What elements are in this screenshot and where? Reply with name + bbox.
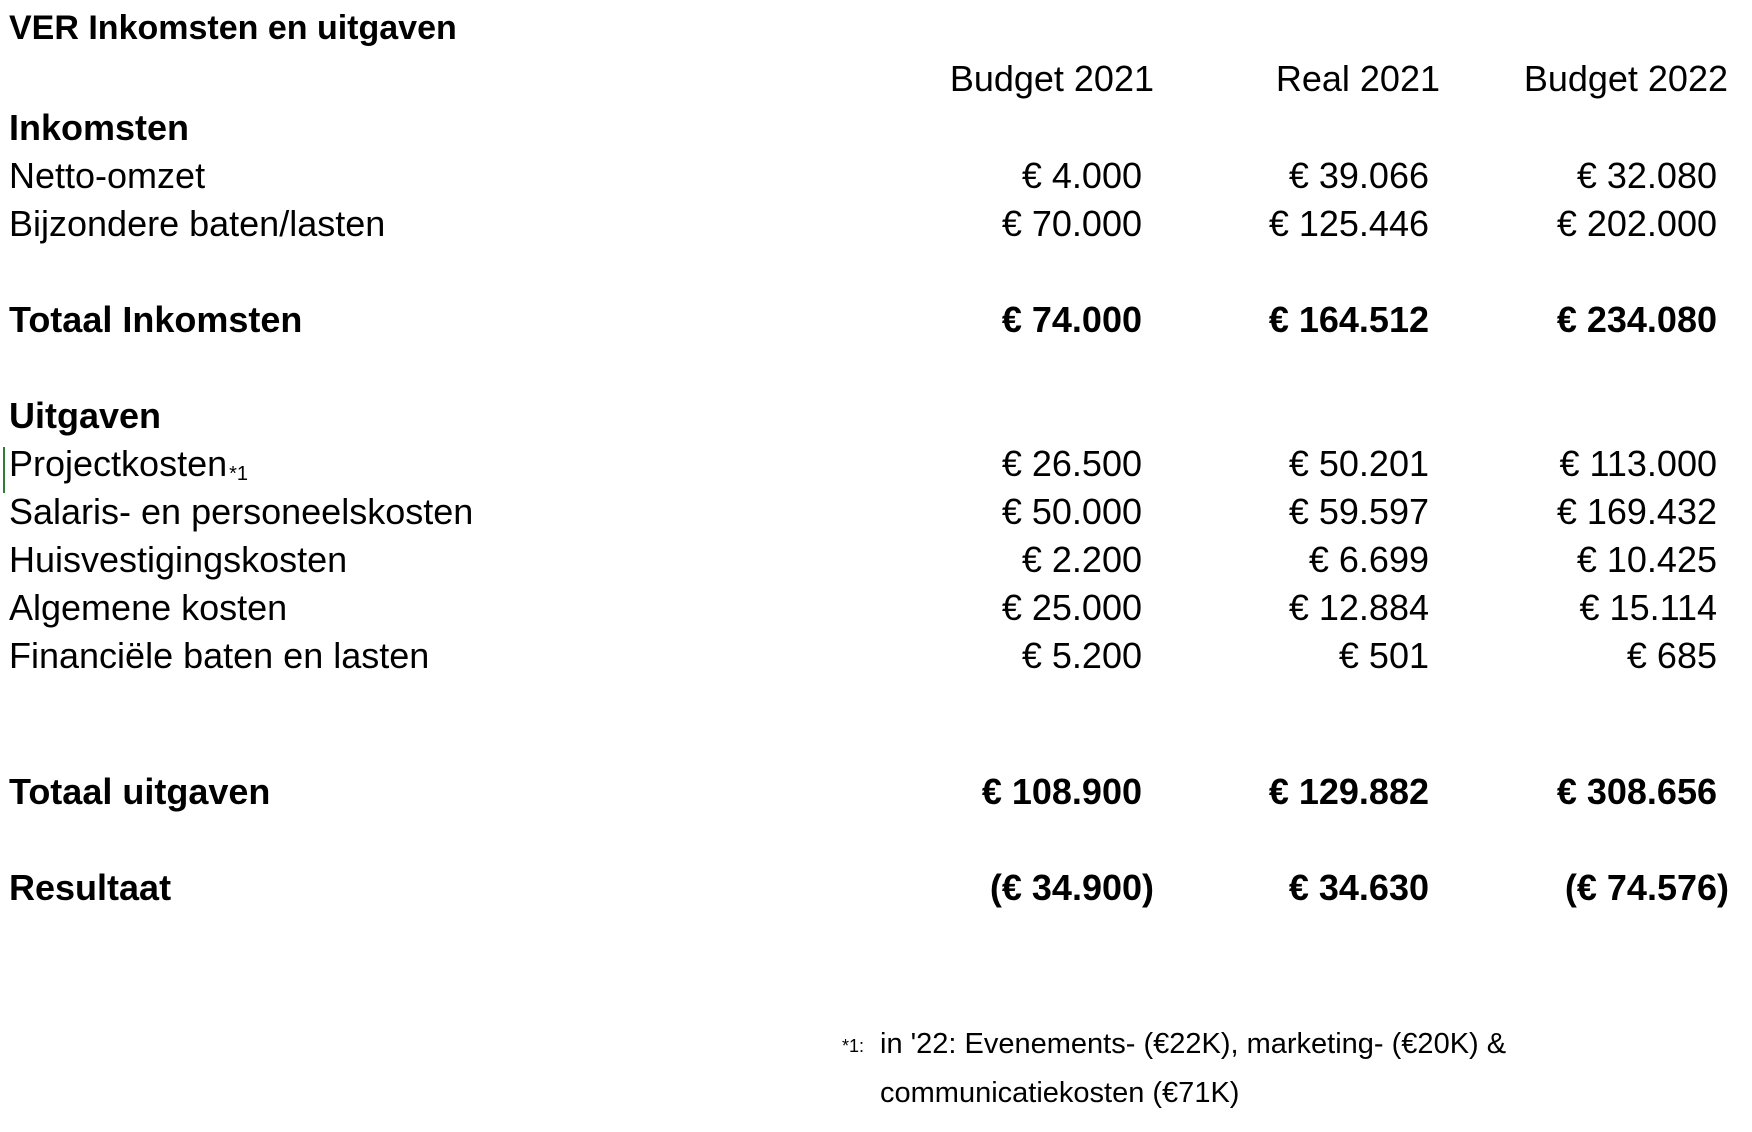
cell-budget-2021[interactable]: € 5.200 [1021, 635, 1142, 676]
column-header-row [0, 55, 1752, 103]
cell-budget-2021[interactable]: € 74.000 [1001, 299, 1142, 340]
cell-real-2021[interactable]: € 164.512 [1268, 299, 1429, 340]
column-header-budget-2021: Budget 2021 [949, 58, 1154, 99]
footnote-marker: *1: [842, 1036, 865, 1056]
cell-real-2021[interactable]: € 50.201 [1288, 443, 1429, 484]
cell-budget-2021[interactable]: € 2.200 [1021, 539, 1142, 580]
table-row-projectkosten[interactable] [0, 440, 1752, 488]
row-label: Financiële baten en lasten [9, 635, 430, 676]
row-label-text: Projectkosten [9, 443, 228, 484]
cell-budget-2021[interactable]: € 50.000 [1001, 491, 1142, 532]
section-header-income [0, 104, 1752, 152]
cell-budget-2022[interactable]: € 15.114 [1579, 587, 1717, 628]
row-label: Salaris- en personeelskosten [9, 491, 474, 532]
footnote-line-1: in '22: Evenements- (€22K), marketing- (€20K) & [880, 1028, 1507, 1060]
cell-budget-2021[interactable]: € 70.000 [1001, 203, 1142, 244]
cell-real-2021[interactable]: € 59.597 [1288, 491, 1429, 532]
table-row-algemene-kosten[interactable] [0, 584, 1752, 632]
footnote [842, 1020, 1542, 1118]
cell-budget-2022[interactable]: (€ 74.576) [1564, 867, 1729, 908]
cell-real-2021[interactable]: € 6.699 [1308, 539, 1429, 580]
cell-budget-2022[interactable]: € 10.425 [1576, 539, 1717, 580]
row-label: Algemene kosten [9, 587, 288, 628]
row-label: Resultaat [9, 867, 172, 908]
cell-budget-2021[interactable]: € 108.900 [981, 771, 1142, 812]
table-row-total-income[interactable] [0, 296, 1752, 344]
row-label: Netto-omzet [9, 155, 206, 196]
cell-budget-2022[interactable]: € 169.432 [1556, 491, 1717, 532]
table-row-netto-omzet[interactable] [0, 152, 1752, 200]
cell-real-2021[interactable]: € 12.884 [1288, 587, 1429, 628]
section-header-expenses [0, 392, 1752, 440]
cell-real-2021[interactable]: € 129.882 [1268, 771, 1429, 812]
column-header-budget-2022: Budget 2022 [1523, 58, 1728, 99]
cell-budget-2022[interactable]: € 113.000 [1559, 443, 1717, 484]
cell-budget-2021[interactable]: € 25.000 [1001, 587, 1142, 628]
cell-budget-2021[interactable]: (€ 34.900) [989, 867, 1154, 908]
cell-budget-2022[interactable]: € 202.000 [1556, 203, 1717, 244]
cell-budget-2022[interactable]: € 234.080 [1556, 299, 1717, 340]
cell-budget-2021[interactable]: € 26.500 [1001, 443, 1142, 484]
cell-real-2021[interactable]: € 501 [1338, 635, 1429, 676]
section-label: Uitgaven [9, 395, 162, 436]
cell-real-2021[interactable]: € 125.446 [1268, 203, 1429, 244]
row-label: Huisvestigingskosten [9, 539, 348, 580]
cell-budget-2021[interactable]: € 4.000 [1021, 155, 1142, 196]
row-label: Totaal Inkomsten [9, 299, 303, 340]
cell-real-2021[interactable]: € 39.066 [1288, 155, 1429, 196]
sheet-title: VER Inkomsten en uitgaven [9, 9, 457, 47]
table-row-result[interactable] [0, 864, 1752, 912]
section-label: Inkomsten [9, 107, 190, 148]
footnote-reference: *1 [229, 463, 249, 485]
table-row-financiele-baten[interactable] [0, 632, 1752, 680]
row-label: Totaal uitgaven [9, 771, 271, 812]
cell-budget-2022[interactable]: € 308.656 [1556, 771, 1717, 812]
table-row-total-expenses[interactable] [0, 768, 1752, 816]
cell-real-2021[interactable]: € 34.630 [1288, 867, 1429, 908]
cell-budget-2022[interactable]: € 685 [1626, 635, 1717, 676]
column-header-real-2021: Real 2021 [1275, 58, 1440, 99]
table-row-salaris[interactable] [0, 488, 1752, 536]
cell-budget-2022[interactable]: € 32.080 [1576, 155, 1717, 196]
table-row-bijzondere-baten[interactable] [0, 200, 1752, 248]
footnote-line-2: communicatiekosten (€71K) [880, 1077, 1240, 1109]
row-label: Bijzondere baten/lasten [9, 203, 386, 244]
table-row-huisvesting[interactable] [0, 536, 1752, 584]
